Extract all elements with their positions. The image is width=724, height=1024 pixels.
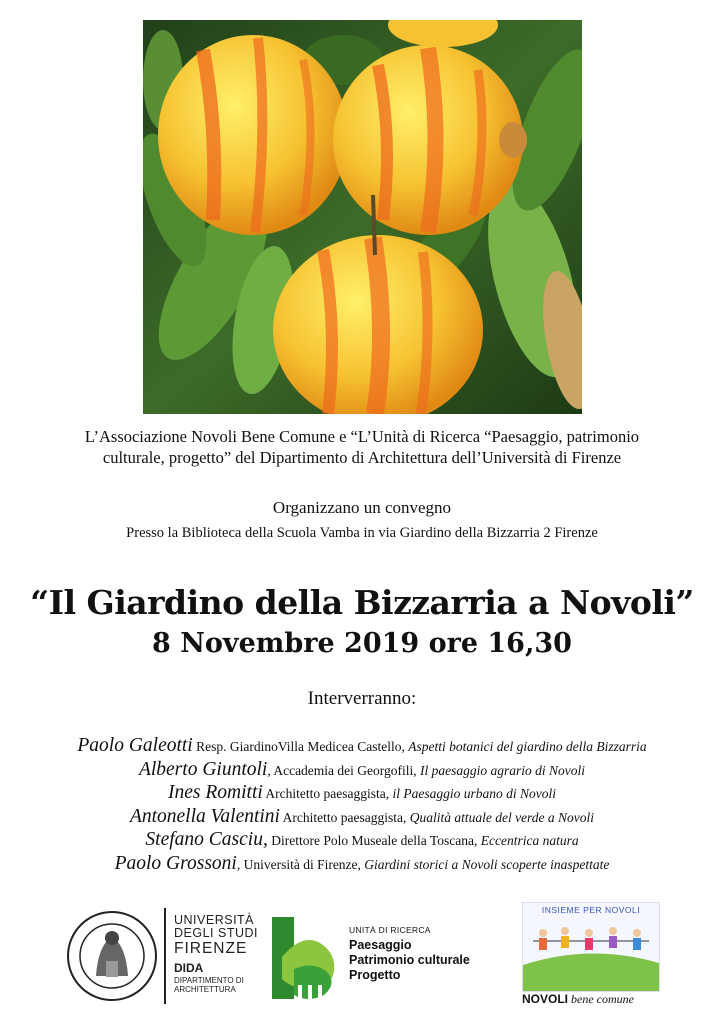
speaker-topic: Qualità attuale del verde a Novoli [409,809,595,825]
venue-text: Presso la Biblioteca della Scuola Vamba in via Giardino della Bizzarria 2 Firenze [126,525,598,541]
speaker-topic: Eccentrica natura [480,833,579,848]
novoli-brand [522,992,662,1007]
dida-sub-1: DIPARTIMENTO DI [174,976,244,985]
speaker-name: Stefano Casciu, [145,829,268,850]
unita-ricerca-logo [272,913,494,1005]
intro-text [20,426,704,468]
speaker-role: , Università di Firenze, [236,856,365,872]
speaker-row [0,758,724,782]
event-date: 8 Novembre 2019 ore 16,30 [152,628,572,659]
intro-line-2: culturale, progetto” del Dipartimento di Architettura dell’Università di Firenze [102,448,622,467]
speaker-name: Alberto Giuntoli [138,758,268,780]
ricerca-line-3: Progetto [349,968,401,982]
speaker-name: Paolo Galeotti [77,735,193,756]
speaker-role: Resp. GiardinoVilla Medicea Castello, [192,739,409,754]
unifi-divider [164,908,166,1004]
speaker-role: , Accademia dei Georgofili, [267,762,421,778]
unifi-line-2: DEGLI STUDI [174,926,258,940]
novoli-top-text: INSIEME PER NOVOLI [541,905,641,915]
speaker-name: Paolo Grossoni [114,852,237,874]
bizzarria-fruit-photo [143,20,582,414]
speaker-row [0,852,724,876]
unifi-dida-logo [66,906,266,1006]
speaker-role: Direttore Polo Museale della Toscana, [267,833,481,848]
speaker-topic: il Paesaggio urbano di Novoli [392,786,556,801]
speaker-name: Ines Romitti [168,782,263,803]
ricerca-line-1: Paesaggio [349,938,412,952]
dida-sub-2: ARCHITETTURA [174,985,236,994]
dida-label: DIDA [174,961,204,975]
speakers-list [0,734,724,875]
speakers-heading: Interverranno: [307,688,417,709]
speaker-row [0,781,724,805]
children-drawing-icon [523,903,659,991]
organize-text: Organizzano un convegno [272,498,452,517]
ricerca-text [349,925,470,983]
speaker-topic: Il paesaggio agrario di Novoli [420,762,586,778]
speaker-row [0,805,724,829]
event-title: “Il Giardino della Bizzarria a Novoli” [30,583,694,622]
speaker-role: Architetto paesaggista, [262,786,393,801]
speaker-topic: Aspetti botanici del giardino della Bizzarria [408,739,647,754]
unifi-text [174,914,258,994]
speaker-row [0,828,724,852]
novoli-brand-name: NOVOLI [522,992,569,1006]
florentina-seal-icon [66,906,158,1006]
intro-line-1: L’Associazione Novoli Bene Comune e “L’Unità di Ricerca “Paesaggio, patrimonio [84,427,640,446]
novoli-drawing [522,902,660,992]
novoli-bene-comune-logo [522,902,662,1008]
speaker-topic: Giardini storici a Novoli scoperte inaspettate [364,856,610,872]
ricerca-mark-icon [272,913,344,1003]
unifi-line-3: FIRENZE [174,940,248,957]
speaker-role: Architetto paesaggista, [279,809,410,825]
speaker-name: Antonella Valentini [129,805,280,827]
novoli-tagline: bene comune [568,992,634,1006]
ricerca-small: UNITÀ DI RICERCA [349,925,431,935]
unifi-line-1: UNIVERSITÀ [174,913,255,927]
speaker-row [0,734,724,758]
ricerca-line-2: Patrimonio culturale [349,953,470,967]
